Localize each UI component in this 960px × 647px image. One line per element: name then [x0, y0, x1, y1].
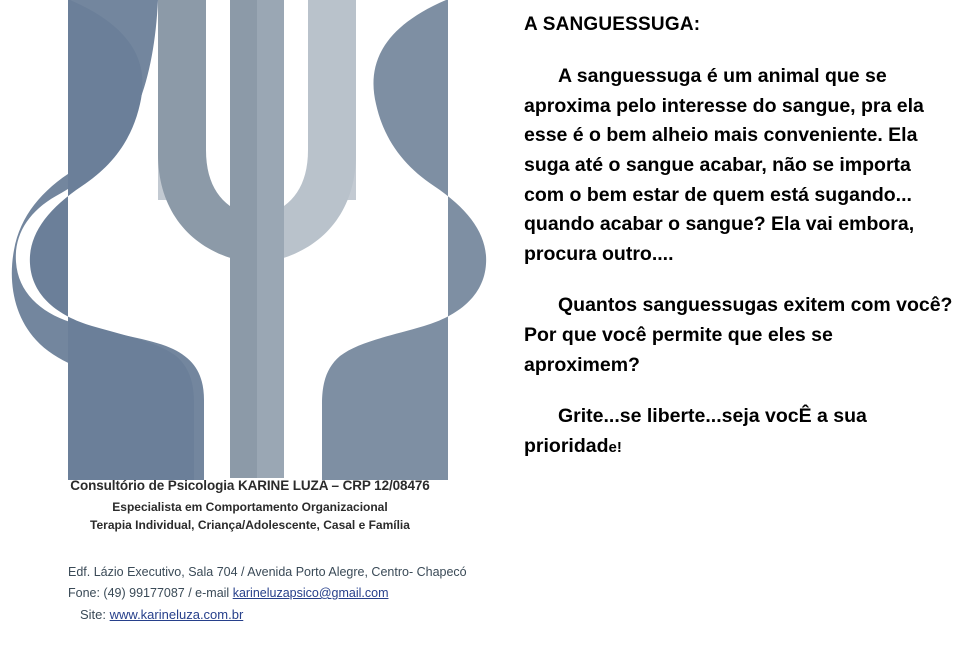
address-line: Edf. Lázio Executivo, Sala 704 / Avenida Porto Alegre, Centro- Chapecó	[68, 565, 467, 579]
email-link[interactable]: karineluzapsico@gmail.com	[232, 586, 389, 600]
website-link[interactable]: www.karineluza.com.br	[109, 607, 244, 622]
article-headline: A SANGUESSUGA:	[524, 14, 701, 35]
article-paragraph-1: A sanguessuga é um animal que se aproxima pelo interesse do sangue, pra ela esse é o bem alheio mais conveniente. Ela suga até o sangue acabar, não se importa com o bem estar de quem está sugando... quando acabar o sangue? Ela vai embora, procura outro....	[524, 65, 924, 265]
article-paragraph-3	[524, 402, 954, 461]
psi-faces-logo	[8, 0, 498, 480]
article-paragraph-3-main: Grite...se liberte...seja vocÊ a sua prioridad	[524, 405, 867, 457]
clinic-info-block	[0, 478, 500, 532]
psi-faces-logo-graphic	[8, 0, 498, 480]
phone-email-line	[68, 586, 488, 600]
article-paragraph-2: Quantos sanguessugas exitem com você? Por que você permite que eles se aproximem?	[524, 294, 953, 376]
clinic-services: Terapia Individual, Criança/Adolescente, Casal e Família	[90, 518, 410, 532]
article-paragraph-3-tail: e!	[608, 438, 622, 456]
site-label: Site:	[80, 607, 110, 622]
contact-block	[68, 565, 488, 629]
article-panel	[524, 0, 954, 647]
psi-stem-left-half	[230, 0, 257, 478]
site-line	[80, 607, 488, 622]
clinic-specialty: Especialista em Comportamento Organizacional	[112, 500, 388, 514]
clinic-title: Consultório de Psicologia KARINE LUZA – CRP 12/08476	[70, 478, 430, 493]
phone-label: Fone: (49) 99177087 / e-mail	[68, 586, 233, 600]
